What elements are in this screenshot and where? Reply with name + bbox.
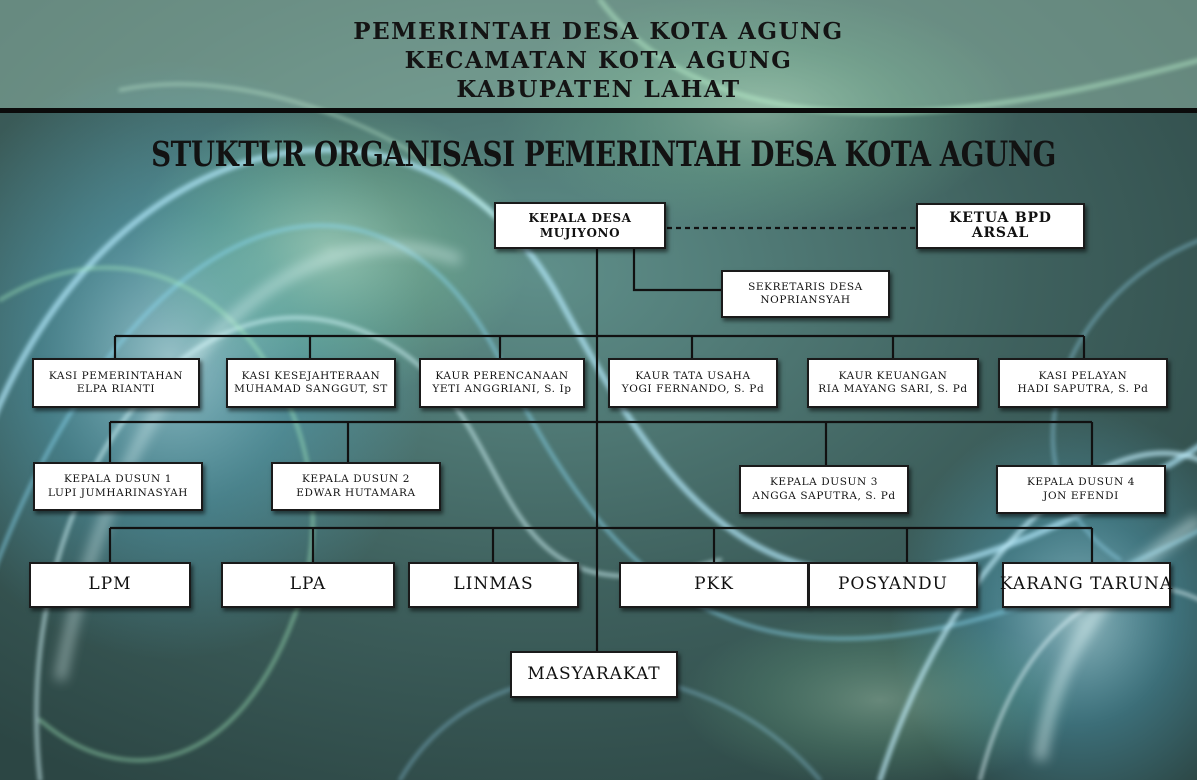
node-name: RIA MAYANG SARI, S. Pd bbox=[818, 383, 968, 395]
node-sekretaris-desa bbox=[721, 270, 890, 318]
node-kaur-perencanaan bbox=[419, 358, 585, 408]
node-masyarakat bbox=[510, 651, 678, 698]
chart-title: STUKTUR ORGANISASI PEMERINTAH DESA KOTA AGUNG bbox=[151, 134, 1056, 175]
node-name: MUJIYONO bbox=[539, 225, 621, 240]
node-name: MUHAMAD SANGGUT, ST bbox=[234, 383, 388, 395]
node-kasi-kesejahteraan bbox=[226, 358, 396, 408]
node-name: YETI ANGGRIANI, S. Ip bbox=[432, 383, 572, 395]
node-role: KEPALA DUSUN 4 bbox=[1026, 476, 1135, 489]
node-kepala-dusun-2 bbox=[271, 462, 441, 511]
node-role: KEPALA DESA bbox=[528, 210, 632, 225]
node-name: ARSAL bbox=[971, 225, 1030, 241]
node-posyandu bbox=[808, 562, 978, 608]
node-name: ANGGA SAPUTRA, S. Pd bbox=[752, 489, 896, 502]
node-kepala-dusun-4 bbox=[996, 465, 1166, 514]
node-role: KETUA BPD bbox=[949, 210, 1052, 227]
node-role: KAUR PERENCANAAN bbox=[435, 369, 569, 382]
node-role: KEPALA DUSUN 2 bbox=[301, 473, 410, 486]
node-name: LUPI JUMHARINASYAH bbox=[47, 486, 189, 499]
header-line-3: KABUPATEN LAHAT bbox=[456, 76, 741, 103]
node-role: SEKRETARIS DESA bbox=[748, 280, 863, 293]
node-lpa bbox=[221, 562, 395, 608]
node-name: NOPRIANSYAH bbox=[760, 294, 851, 306]
node-ketua-bpd bbox=[916, 203, 1085, 249]
node-kasi-pelayan bbox=[998, 358, 1168, 408]
node-role: KEPALA DUSUN 3 bbox=[769, 476, 878, 489]
node-role: KASI PELAYAN bbox=[1038, 369, 1128, 382]
node-kasi-pemerintahan bbox=[32, 358, 200, 408]
node-label: KARANG TARUNA bbox=[999, 574, 1174, 595]
node-pkk bbox=[619, 562, 809, 608]
node-kaur-keuangan bbox=[807, 358, 979, 408]
node-name: HADI SAPUTRA, S. Pd bbox=[1017, 383, 1149, 395]
node-kepala-desa bbox=[494, 202, 666, 249]
node-kaur-tata-usaha bbox=[608, 358, 778, 408]
node-label: POSYANDU bbox=[837, 574, 949, 595]
node-linmas bbox=[408, 562, 579, 608]
node-label: LPA bbox=[289, 574, 327, 595]
node-kepala-dusun-3 bbox=[739, 465, 909, 514]
node-label: LPM bbox=[88, 574, 132, 595]
node-name: JON EFENDI bbox=[1043, 489, 1119, 502]
node-role: KASI PEMERINTAHAN bbox=[48, 369, 184, 382]
node-name: YOGI FERNANDO, S. Pd bbox=[621, 383, 765, 395]
node-karang-taruna bbox=[999, 562, 1174, 608]
node-name: EDWAR HUTAMARA bbox=[296, 486, 416, 499]
node-label: MASYARAKAT bbox=[527, 663, 661, 684]
header-line-2: KECAMATAN KOTA AGUNG bbox=[404, 47, 793, 74]
header-line-1: PEMERINTAH DESA KOTA AGUNG bbox=[353, 18, 844, 45]
node-name: ELPA RIANTI bbox=[76, 383, 156, 395]
node-role: KAUR KEUANGAN bbox=[838, 369, 948, 382]
node-kepala-dusun-1 bbox=[33, 462, 203, 511]
node-label: LINMAS bbox=[453, 574, 534, 595]
node-role: KAUR TATA USAHA bbox=[635, 369, 751, 382]
node-role: KEPALA DUSUN 1 bbox=[63, 473, 172, 486]
node-lpm bbox=[29, 562, 191, 608]
node-label: PKK bbox=[694, 574, 734, 595]
node-role: KASI KESEJAHTERAAN bbox=[241, 369, 381, 382]
